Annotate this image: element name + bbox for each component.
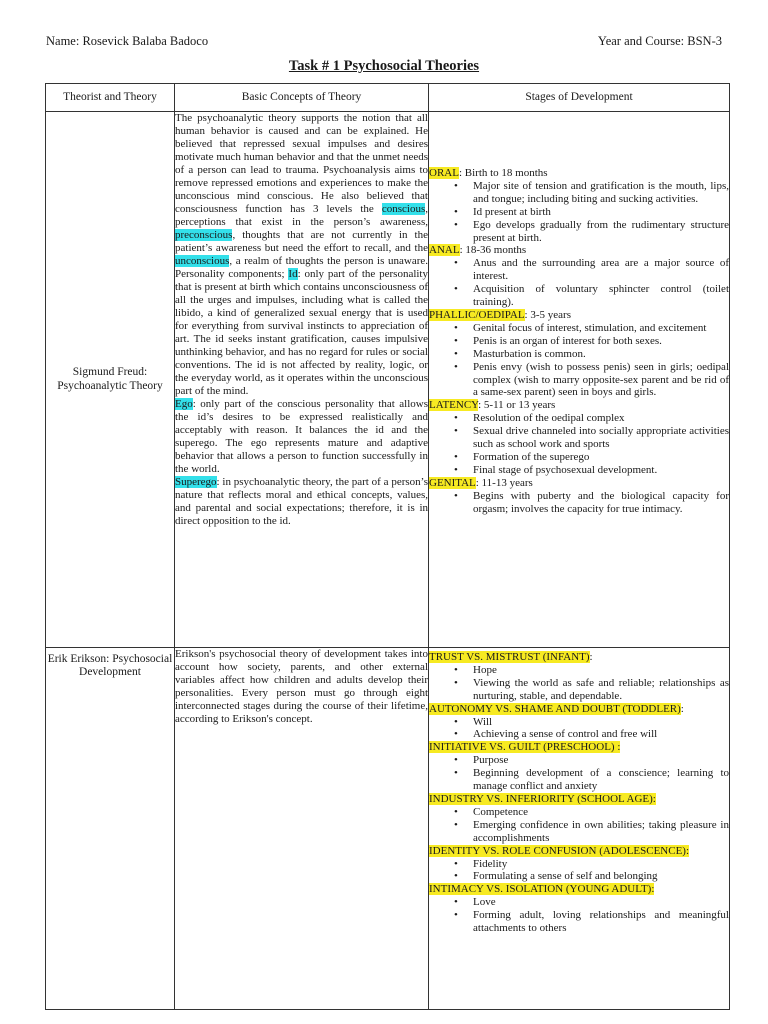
list-item-text: Competence — [473, 805, 528, 818]
stage-name: INTIMACY VS. ISOLATION (YOUNG ADULT): — [429, 883, 655, 896]
list-item-text: Resolution of the oedipal complex — [473, 412, 625, 425]
theorist-freud: Sigmund Freud: Psychoanalytic Theory — [46, 112, 175, 648]
list-item — [454, 321, 729, 335]
bullet-icon: • — [454, 463, 458, 476]
concept-text: , perceptions that exist in the person’s awareness, — [175, 203, 428, 228]
stage-item-list — [429, 322, 729, 399]
list-item — [454, 425, 729, 451]
concept-text: , thoughts that are not currently in the patient’s awareness but need the effort to recall, and the — [175, 229, 428, 254]
list-item — [454, 676, 729, 703]
list-item-text: Penis is an organ of interest for both sexes. — [473, 334, 662, 347]
list-item — [454, 347, 729, 361]
bullet-icon: • — [454, 728, 458, 741]
list-item-text: Beginning development of a conscience; learning to manage conflict and anxiety — [473, 767, 729, 793]
highlighted-term: Superego — [175, 476, 217, 488]
list-item — [454, 412, 729, 425]
list-item-text: Genital focus of interest, stimulation, and excitement — [473, 321, 707, 334]
bullet-icon: • — [454, 283, 458, 296]
stage-name: AUTONOMY VS. SHAME AND DOUBT (TODDLER) — [429, 702, 681, 715]
stage-name: IDENTITY VS. ROLE CONFUSION (ADOLESCENCE): — [429, 844, 690, 857]
list-item — [454, 909, 729, 935]
bullet-icon: • — [454, 896, 458, 909]
stage-item-list — [429, 664, 729, 703]
stage-item-list — [429, 896, 729, 935]
list-item — [454, 360, 729, 400]
stage-heading — [429, 477, 729, 490]
stage-item-list — [429, 412, 729, 477]
stage-item-list — [429, 754, 729, 793]
concept-paragraph — [175, 112, 428, 398]
list-item — [454, 754, 729, 767]
stage-age-range: : 18-36 months — [459, 244, 527, 257]
stage-heading — [429, 741, 729, 754]
concept-text: The psychoanalytic theory supports the notion that all human behavior is caused and can be explained. He believed that repressed sexual impulses and desires motivate much human behavior and that the unmet needs of a person can lead to trauma. Psychoanalysis aims to remove repressed emotions and experiences to make the unconscious mind conscious. He also believed that consciousness function has 3 levels the — [175, 112, 428, 215]
list-item — [454, 767, 729, 793]
list-item-text: Formulating a sense of self and belonging — [473, 870, 658, 883]
stage-age-range: : 3-5 years — [524, 308, 571, 321]
list-item-text: Forming adult, loving relationships and meaningful attachments to others — [473, 909, 729, 935]
list-item-text: Achieving a sense of control and free will — [473, 728, 658, 741]
concept-text: : only part of the conscious personality that allows the id’s desires to be expressed realistically and acceptably with reason. It balances the id and the superego. The ego represents mature and adaptive behavior that allows a person to function successfully in the world. — [175, 398, 428, 475]
student-name: Name: Rosevick Balaba Badoco — [46, 34, 209, 48]
list-item-text: Viewing the world as safe and reliable; relationships as nurturing, stable, and dependable. — [473, 676, 729, 702]
highlighted-term: preconscious — [175, 229, 233, 241]
stage-name: ORAL — [429, 167, 459, 179]
stage-heading — [429, 703, 729, 716]
bullet-icon: • — [454, 715, 458, 728]
bullet-icon: • — [454, 412, 458, 425]
stage-heading — [429, 399, 729, 412]
list-item — [454, 334, 729, 348]
concept-text: : only part of the personality that is present at birth which contains unconsciousness of all the urges and impulses, including what is called the libido, a kind of generalized sexual energy that is used for everything from survival instincts to appreciation of art. The id seeks instant gratification, causes impulsive unthinking behavior, and has no regard for rules or social conventions. The id is not affected by reality, logic, or the everyday world, as it operates within the unconscious part of the mind. — [175, 268, 428, 397]
concept-paragraph — [175, 476, 428, 528]
list-item — [454, 857, 729, 871]
stage-heading — [429, 793, 729, 806]
column-header-theorist: Theorist and Theory — [46, 84, 175, 112]
list-item-text: Will — [473, 715, 493, 728]
list-item-text: Love — [473, 896, 496, 909]
list-item-text: Emerging confidence in own abilities; taking pleasure in accomplishments — [473, 818, 729, 844]
bullet-icon: • — [454, 450, 458, 463]
bullet-icon: • — [454, 489, 458, 502]
list-item — [454, 818, 729, 845]
bullet-icon: • — [454, 425, 458, 438]
stage-item-list — [429, 716, 729, 742]
bullet-icon: • — [454, 754, 458, 767]
theories-table — [45, 83, 730, 1010]
list-item-text: Acquisition of voluntary sphincter control (toilet training). — [473, 283, 729, 309]
list-item-text: Final stage of psychosexual development. — [473, 463, 658, 476]
stage-heading — [429, 883, 729, 896]
list-item — [454, 218, 729, 245]
concept-text: , a realm of thoughts the person is unaware. Personality components; — [175, 255, 428, 280]
bullet-icon: • — [454, 257, 458, 270]
list-item — [454, 179, 729, 206]
bullet-icon: • — [454, 857, 458, 870]
bullet-icon: • — [454, 676, 458, 689]
list-item — [454, 870, 729, 883]
list-item — [454, 205, 729, 219]
stages-freud — [429, 112, 730, 648]
stage-heading — [429, 651, 729, 664]
stage-item-list — [429, 180, 729, 245]
stage-name: INDUSTRY VS. INFERIORITY (SCHOOL AGE): — [429, 792, 656, 805]
highlighted-term: Id — [288, 268, 298, 280]
highlighted-term: unconscious — [175, 255, 230, 267]
list-item — [454, 489, 729, 516]
list-item-text: Penis envy (wish to possess penis) seen in girls; oedipal complex (wish to marry opposite-sex parent and be rid of a same-sex parent) seen in boys and girls. — [473, 360, 729, 399]
stage-name: INITIATIVE VS. GUILT (PRESCHOOL) : — [429, 741, 621, 754]
list-item — [454, 663, 729, 677]
stage-item-list — [429, 490, 729, 516]
stage-heading — [429, 309, 729, 322]
stage-item-list — [429, 858, 729, 884]
bullet-icon: • — [454, 909, 458, 922]
bullet-icon: • — [454, 334, 458, 347]
list-item-text: Sexual drive channeled into socially appropriate activities such as school work and sports — [473, 425, 729, 451]
stage-age-range: : 5-11 or 13 years — [478, 399, 556, 412]
stage-item-list — [429, 806, 729, 845]
list-item-text: Anus and the surrounding area are a major source of interest. — [473, 257, 729, 283]
bullet-icon: • — [454, 805, 458, 818]
highlighted-term: Ego — [175, 398, 193, 410]
list-item — [454, 257, 729, 283]
highlighted-term: conscious — [381, 203, 426, 215]
bullet-icon: • — [454, 870, 458, 883]
list-item — [454, 896, 729, 909]
list-item — [454, 463, 729, 477]
bullet-icon: • — [454, 663, 458, 676]
stage-heading — [429, 244, 729, 257]
list-item-text: Major site of tension and gratification is the mouth, lips, and tongue; including biting and sucking activities. — [473, 179, 729, 205]
concept-text: Erikson's psychosocial theory of development takes into account how society, parents, and other external variables affect how children and adults develop their personalities. Every person must go through eight interconnected stages during the course of their lifetime, according to Erikson's concept. — [175, 648, 428, 725]
stage-heading — [429, 845, 729, 858]
document-header — [46, 34, 722, 52]
concept-paragraph — [175, 398, 428, 476]
concept-freud — [175, 112, 429, 648]
bullet-icon: • — [454, 218, 458, 231]
list-item-text: Id present at birth — [473, 205, 551, 218]
list-item — [454, 283, 729, 309]
bullet-icon: • — [454, 205, 458, 218]
document-title: Task # 1 Psychosocial Theories — [288, 58, 480, 74]
list-item-text: Purpose — [473, 754, 509, 767]
table-header-row — [46, 84, 730, 112]
list-item-text: Fidelity — [473, 857, 508, 870]
bullet-icon: • — [454, 179, 458, 192]
column-header-concepts: Basic Concepts of Theory — [175, 84, 429, 112]
bullet-icon: • — [454, 360, 458, 373]
list-item-text: Masturbation is common. — [473, 347, 586, 360]
concept-paragraph — [175, 648, 428, 726]
bullet-icon: • — [454, 818, 458, 831]
stage-age-range: : — [680, 702, 684, 715]
table-row-freud — [46, 112, 730, 648]
list-item-text: Ego develops gradually from the rudimentary structure present at birth. — [473, 218, 729, 244]
stage-name: GENITAL — [429, 476, 476, 489]
stage-item-list — [429, 257, 729, 309]
stage-name: PHALLIC/OEDIPAL — [429, 308, 525, 321]
stage-name: ANAL — [429, 244, 460, 257]
stage-age-range: : — [589, 651, 593, 663]
concept-erikson — [175, 648, 429, 1010]
list-item-text: Begins with puberty and the biological capacity for orgasm; involves the capacity for true intimacy. — [473, 489, 729, 515]
theorist-erikson: Erik Erikson: Psychosocial Development — [46, 648, 175, 1010]
list-item — [454, 450, 729, 464]
stages-erikson — [429, 648, 730, 1010]
list-item — [454, 715, 729, 729]
year-and-course: Year and Course: BSN-3 — [597, 34, 722, 48]
table-row-erikson — [46, 648, 730, 1010]
stage-name: TRUST VS. MISTRUST (INFANT) — [429, 651, 590, 663]
list-item-text: Formation of the superego — [473, 450, 590, 463]
bullet-icon: • — [454, 767, 458, 780]
list-item — [454, 728, 729, 741]
column-header-stages: Stages of Development — [429, 84, 730, 112]
list-item — [454, 805, 729, 819]
stage-name: LATENCY — [429, 399, 479, 412]
list-item-text: Hope — [473, 663, 497, 676]
stage-age-range: : Birth to 18 months — [458, 167, 548, 179]
bullet-icon: • — [454, 347, 458, 360]
stage-heading — [429, 167, 729, 180]
concept-text: : in psychoanalytic theory, the part of a person’s nature that reflects moral and ethical concepts, values, and parental and social expectations; therefore, it is in direct opposition to the id. — [175, 476, 428, 527]
stage-age-range: : 11-13 years — [475, 476, 533, 489]
bullet-icon: • — [454, 321, 458, 334]
